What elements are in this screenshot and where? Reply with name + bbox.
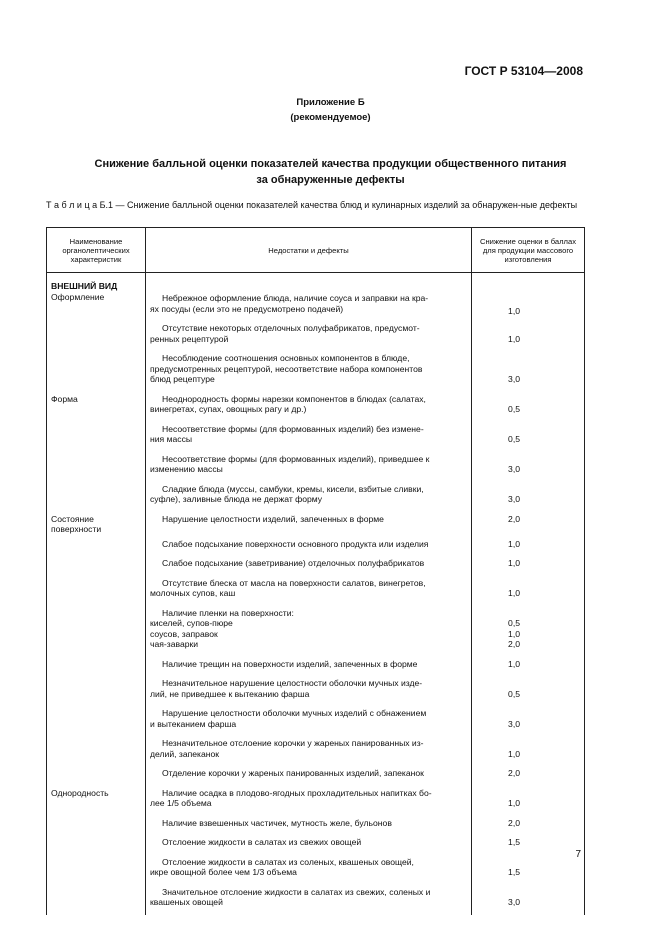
characteristic-label: Оформление <box>51 291 105 302</box>
score-value: 0,5 <box>508 434 520 444</box>
score-cell <box>472 885 585 915</box>
defect-line: Незначительное отслоение корочки у жареных панированных из- <box>162 738 424 748</box>
defect-cell <box>146 736 472 766</box>
score-value: 1,0 <box>508 538 520 549</box>
defect-line: Наличие осадка в плодово-ягодных прохладительных напитках бо- <box>162 787 432 798</box>
score-value: 2,0 <box>508 817 520 828</box>
defect-line: Неоднородность формы нарезки компонентов в блюдах (салатах, <box>162 393 426 404</box>
table-row <box>47 392 585 422</box>
defect-line: киселей, супов-пюре <box>150 618 233 628</box>
characteristic-label: Состояние поверхности <box>51 513 102 534</box>
score-value: 1,0 <box>508 658 520 669</box>
score-cell <box>472 452 585 482</box>
score-value: 0,5 <box>508 404 520 414</box>
characteristic-cell <box>47 321 146 351</box>
table-row <box>47 706 585 736</box>
header-defects: Недостатки и дефекты <box>146 228 472 273</box>
score-cell <box>472 537 585 557</box>
characteristic-cell <box>47 273 146 322</box>
defect-cell <box>146 392 472 422</box>
characteristic-cell <box>47 392 146 422</box>
defect-cell <box>146 676 472 706</box>
table-row <box>47 676 585 706</box>
defect-line: Наличие взвешенных частичек, мутность желе, бульонов <box>162 817 392 828</box>
defect-line: изменению массы <box>150 464 223 474</box>
score-cell <box>472 676 585 706</box>
defect-cell <box>146 482 472 512</box>
section-label: ВНЕШНИЙ ВИД <box>51 281 118 291</box>
characteristic-cell <box>47 422 146 452</box>
defect-cell <box>146 766 472 786</box>
table-row <box>47 736 585 766</box>
defect-cell <box>146 537 472 557</box>
score-cell <box>472 855 585 885</box>
defect-line: Сладкие блюда (муссы, самбуки, кремы, кисели, взбитые сливки, <box>162 483 424 494</box>
score-cell <box>472 786 585 816</box>
defect-line: Незначительное нарушение целостности оболочки мучных изде- <box>162 678 423 688</box>
defect-line: Небрежное оформление блюда, наличие соуса и заправки на кра- <box>162 293 429 303</box>
defect-line: Отслоение жидкости в салатах из соленых, квашеных овощей, <box>162 856 414 867</box>
defect-line: чая-заварки <box>150 639 199 649</box>
score-value: 2,0 <box>508 639 520 649</box>
defect-line: Несоблюдение соотношения основных компонентов в блюде, <box>162 353 410 363</box>
score-value: 2,0 <box>508 768 520 778</box>
section-title-line-2: за обнаруженные дефекты <box>256 174 405 186</box>
page-number: 7 <box>575 849 581 860</box>
characteristic-cell <box>47 351 146 392</box>
defect-line: винегретах, супах, овощных рагу и др.) <box>150 404 307 414</box>
defect-cell <box>146 422 472 452</box>
score-cell <box>472 321 585 351</box>
defect-line: суфле), заливные блюда не держат форму <box>150 494 323 504</box>
defect-line: лее 1/5 объема <box>150 798 212 808</box>
defect-line: Несоответствие формы (для формованных изделий) без измене- <box>162 423 424 434</box>
defect-line: ях посуды (если это не предусмотрено подачей) <box>150 303 344 314</box>
table-row <box>47 556 585 576</box>
score-cell <box>472 482 585 512</box>
defect-line: Слабое подсыхание (заветривание) отделочных полуфабрикатов <box>162 558 425 568</box>
score-value: 1,0 <box>508 558 520 568</box>
characteristic-cell <box>47 885 146 915</box>
characteristic-label: Форма <box>51 393 78 404</box>
score-value: 3,0 <box>508 718 520 729</box>
score-value: 1,0 <box>508 305 520 316</box>
defect-line: ния массы <box>150 434 193 444</box>
score-value: 1,5 <box>508 867 520 877</box>
defect-line: Несоответствие формы (для формованных изделий), приведшее к <box>162 453 430 464</box>
defects-table <box>46 227 585 915</box>
characteristic-cell <box>47 512 146 537</box>
table-header-row <box>47 228 585 273</box>
defect-line: блюд рецептуре <box>150 374 215 384</box>
score-value: 3,0 <box>508 494 520 504</box>
table-row <box>47 576 585 606</box>
table-row <box>47 321 585 351</box>
table-row <box>47 606 585 657</box>
characteristic-cell <box>47 706 146 736</box>
table-row <box>47 816 585 836</box>
defect-cell <box>146 855 472 885</box>
defect-cell <box>146 321 472 351</box>
characteristic-cell <box>47 786 146 816</box>
defect-line: Наличие трещин на поверхности изделий, запеченных в форме <box>162 658 418 669</box>
defect-line: Отделение корочки у жареных панированных изделий, запеканок <box>162 768 424 778</box>
defect-line: Значительное отслоение жидкости в салатах из свежих, соленых и <box>162 886 431 897</box>
table-row <box>47 885 585 915</box>
table-row <box>47 855 585 885</box>
score-value: 1,0 <box>508 628 520 639</box>
score-value: 1,0 <box>508 748 520 759</box>
defect-line: икре овощной более чем 1/3 объема <box>150 867 297 877</box>
score-cell <box>472 766 585 786</box>
characteristic-cell <box>47 736 146 766</box>
table-row <box>47 452 585 482</box>
standard-number: ГОСТ Р 53104—2008 <box>464 64 583 78</box>
table-row <box>47 422 585 452</box>
defect-line: Наличие пленки на поверхности: <box>162 607 294 618</box>
defect-line: Нарушение целостности оболочки мучных изделий с обнажением <box>162 708 427 718</box>
defect-cell <box>146 606 472 657</box>
defect-cell <box>146 706 472 736</box>
table-body <box>47 273 585 915</box>
characteristic-cell <box>47 676 146 706</box>
characteristic-cell <box>47 766 146 786</box>
score-value: 3,0 <box>508 374 520 384</box>
characteristic-cell <box>47 816 146 836</box>
defect-cell <box>146 512 472 537</box>
section-title <box>60 156 601 188</box>
score-cell <box>472 556 585 576</box>
table-row <box>47 351 585 392</box>
defect-line: соусов, заправок <box>150 628 218 639</box>
score-value: 0,5 <box>508 688 520 699</box>
defect-cell <box>146 657 472 677</box>
characteristic-cell <box>47 576 146 606</box>
table-row <box>47 835 585 855</box>
score-value: 1,0 <box>508 588 520 598</box>
characteristic-label: Однородность <box>51 787 109 798</box>
characteristic-cell <box>47 855 146 885</box>
table-row <box>47 273 585 322</box>
appendix-heading <box>0 97 661 123</box>
table-row <box>47 482 585 512</box>
score-cell <box>472 576 585 606</box>
defect-line: лий, не приведшее к вытеканию фарша <box>150 688 310 699</box>
score-cell <box>472 351 585 392</box>
defect-cell <box>146 576 472 606</box>
header-score: Снижение оценки в баллах для продукции массового изготовления <box>472 228 585 273</box>
defect-line: ренных рецептурой <box>150 333 229 344</box>
characteristic-cell <box>47 657 146 677</box>
score-cell <box>472 512 585 537</box>
defect-cell <box>146 556 472 576</box>
table-row <box>47 786 585 816</box>
score-value: 1,5 <box>508 837 520 847</box>
score-cell <box>472 657 585 677</box>
appendix-title: Приложение Б <box>296 97 365 108</box>
defect-cell <box>146 273 472 322</box>
characteristic-cell <box>47 537 146 557</box>
score-cell <box>472 816 585 836</box>
defect-line: Отсутствие некоторых отделочных полуфабрикатов, предусмот- <box>162 323 420 333</box>
appendix-subtitle: (рекомендуемое) <box>290 112 371 123</box>
defect-line: Нарушение целостности изделий, запеченных в форме <box>162 513 384 524</box>
defect-line: молочных супов, каш <box>150 588 236 598</box>
score-cell <box>472 606 585 657</box>
defect-line: квашеных овощей <box>150 897 223 907</box>
score-value: 2,0 <box>508 513 520 524</box>
characteristic-cell <box>47 606 146 657</box>
characteristic-cell <box>47 452 146 482</box>
score-cell <box>472 273 585 322</box>
score-cell <box>472 706 585 736</box>
table-row <box>47 512 585 537</box>
table-caption: Т а б л и ц а Б.1 — Снижение балльной оценки показателей качества блюд и кулинарных изделий за обнаружен-ные дефекты <box>46 200 578 210</box>
score-value: 1,0 <box>508 798 520 808</box>
characteristic-cell <box>47 556 146 576</box>
defect-line: предусмотренных рецептурой, несоответствие набора компонентов <box>150 363 423 374</box>
defect-cell <box>146 835 472 855</box>
defect-line: Отслоение жидкости в салатах из свежих овощей <box>162 837 362 847</box>
defect-cell <box>146 351 472 392</box>
defect-line: Слабое подсыхание поверхности основного продукта или изделия <box>162 538 429 549</box>
defect-cell <box>146 885 472 915</box>
table-row <box>47 657 585 677</box>
score-cell <box>472 422 585 452</box>
header-characteristics: Наименование органолептических характеристик <box>47 228 146 273</box>
score-value: 1,0 <box>508 333 520 344</box>
defect-line: и вытеканием фарша <box>150 718 237 729</box>
defect-cell <box>146 452 472 482</box>
score-value: 0,5 <box>508 618 520 628</box>
score-cell <box>472 835 585 855</box>
table-row <box>47 537 585 557</box>
score-cell <box>472 392 585 422</box>
section-title-line-1: Снижение балльной оценки показателей качества продукции общественного питания <box>94 158 567 170</box>
defect-cell <box>146 786 472 816</box>
characteristic-cell <box>47 835 146 855</box>
defect-line: делий, запеканок <box>150 748 220 759</box>
table-row <box>47 766 585 786</box>
score-value: 3,0 <box>508 464 520 474</box>
defect-cell <box>146 816 472 836</box>
defect-line: Отсутствие блеска от масла на поверхности салатов, винегретов, <box>162 577 426 588</box>
characteristic-cell <box>47 482 146 512</box>
score-cell <box>472 736 585 766</box>
score-value: 3,0 <box>508 897 520 907</box>
